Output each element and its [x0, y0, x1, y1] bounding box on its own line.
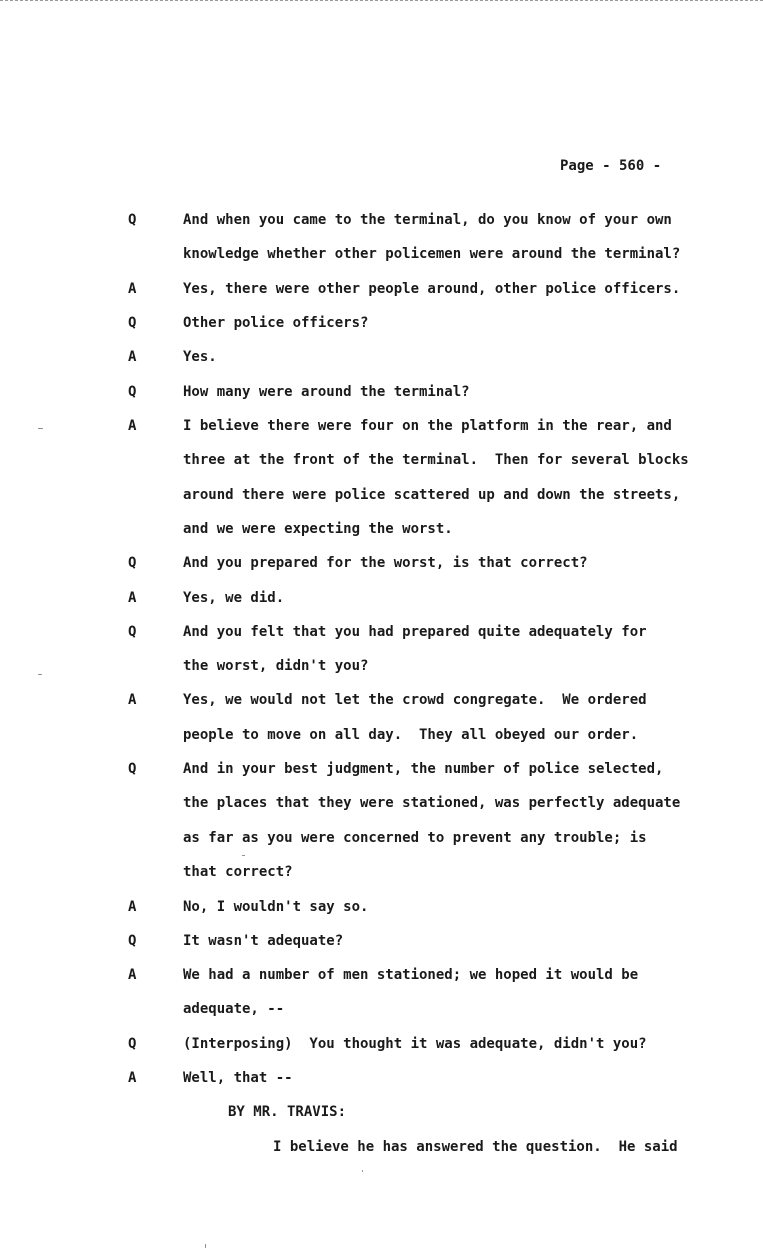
page-top-edge: [0, 0, 763, 5]
scan-speck: [205, 1244, 206, 1248]
line-text: And you prepared for the worst, is that correct?: [183, 555, 588, 571]
speaker-label: Q: [128, 315, 137, 331]
line-text: And you felt that you had prepared quite adequately for: [183, 624, 647, 640]
examiner-heading: BY MR. TRAVIS:: [228, 1104, 347, 1120]
line-text: Yes.: [183, 349, 217, 365]
final-line-text: I believe he has answered the question. He said: [273, 1139, 678, 1155]
speaker-label: A: [128, 692, 137, 708]
speaker-label: A: [128, 349, 137, 365]
line-text: And in your best judgment, the number of police selected,: [183, 761, 664, 777]
line-text: knowledge whether other policemen were around the terminal?: [183, 246, 681, 262]
line-text: Yes, there were other people around, other police officers.: [183, 281, 681, 297]
line-text: I believe there were four on the platform in the rear, and: [183, 418, 672, 434]
speaker-label: Q: [128, 555, 137, 571]
scan-speck: [38, 428, 43, 429]
line-text: and we were expecting the worst.: [183, 521, 453, 537]
line-text: that correct?: [183, 864, 293, 880]
speaker-label: Q: [128, 624, 137, 640]
speaker-label: Q: [128, 933, 137, 949]
scan-speck: [362, 1170, 363, 1172]
speaker-label: Q: [128, 761, 137, 777]
line-text: And when you came to the terminal, do you know of your own: [183, 212, 672, 228]
line-text: adequate, --: [183, 1001, 285, 1017]
line-text: No, I wouldn't say so.: [183, 899, 369, 915]
speaker-label: A: [128, 281, 137, 297]
line-text: Other police officers?: [183, 315, 369, 331]
line-text: Yes, we would not let the crowd congregate. We ordered: [183, 692, 647, 708]
line-text: (Interposing) You thought it was adequate, didn't you?: [183, 1036, 647, 1052]
line-text: We had a number of men stationed; we hoped it would be: [183, 967, 639, 983]
line-text: as far as you were concerned to prevent any trouble; is: [183, 830, 647, 846]
line-text: people to move on all day. They all obeyed our order.: [183, 727, 639, 743]
line-text: It wasn't adequate?: [183, 933, 344, 949]
speaker-label: A: [128, 967, 137, 983]
line-text: the worst, didn't you?: [183, 658, 369, 674]
line-text: How many were around the terminal?: [183, 384, 470, 400]
speaker-label: Q: [128, 384, 137, 400]
line-text: three at the front of the terminal. Then for several blocks: [183, 452, 689, 468]
page-number: Page - 560 -: [560, 158, 662, 174]
scan-speck: [38, 674, 42, 675]
speaker-label: A: [128, 899, 137, 915]
speaker-label: A: [128, 1070, 137, 1086]
speaker-label: Q: [128, 1036, 137, 1052]
line-text: Yes, we did.: [183, 590, 285, 606]
line-text: Well, that --: [183, 1070, 293, 1086]
speaker-label: Q: [128, 212, 137, 228]
speaker-label: A: [128, 418, 137, 434]
scan-speck: [242, 855, 245, 856]
line-text: around there were police scattered up and down the streets,: [183, 487, 681, 503]
line-text: the places that they were stationed, was perfectly adequate: [183, 795, 681, 811]
speaker-label: A: [128, 590, 137, 606]
